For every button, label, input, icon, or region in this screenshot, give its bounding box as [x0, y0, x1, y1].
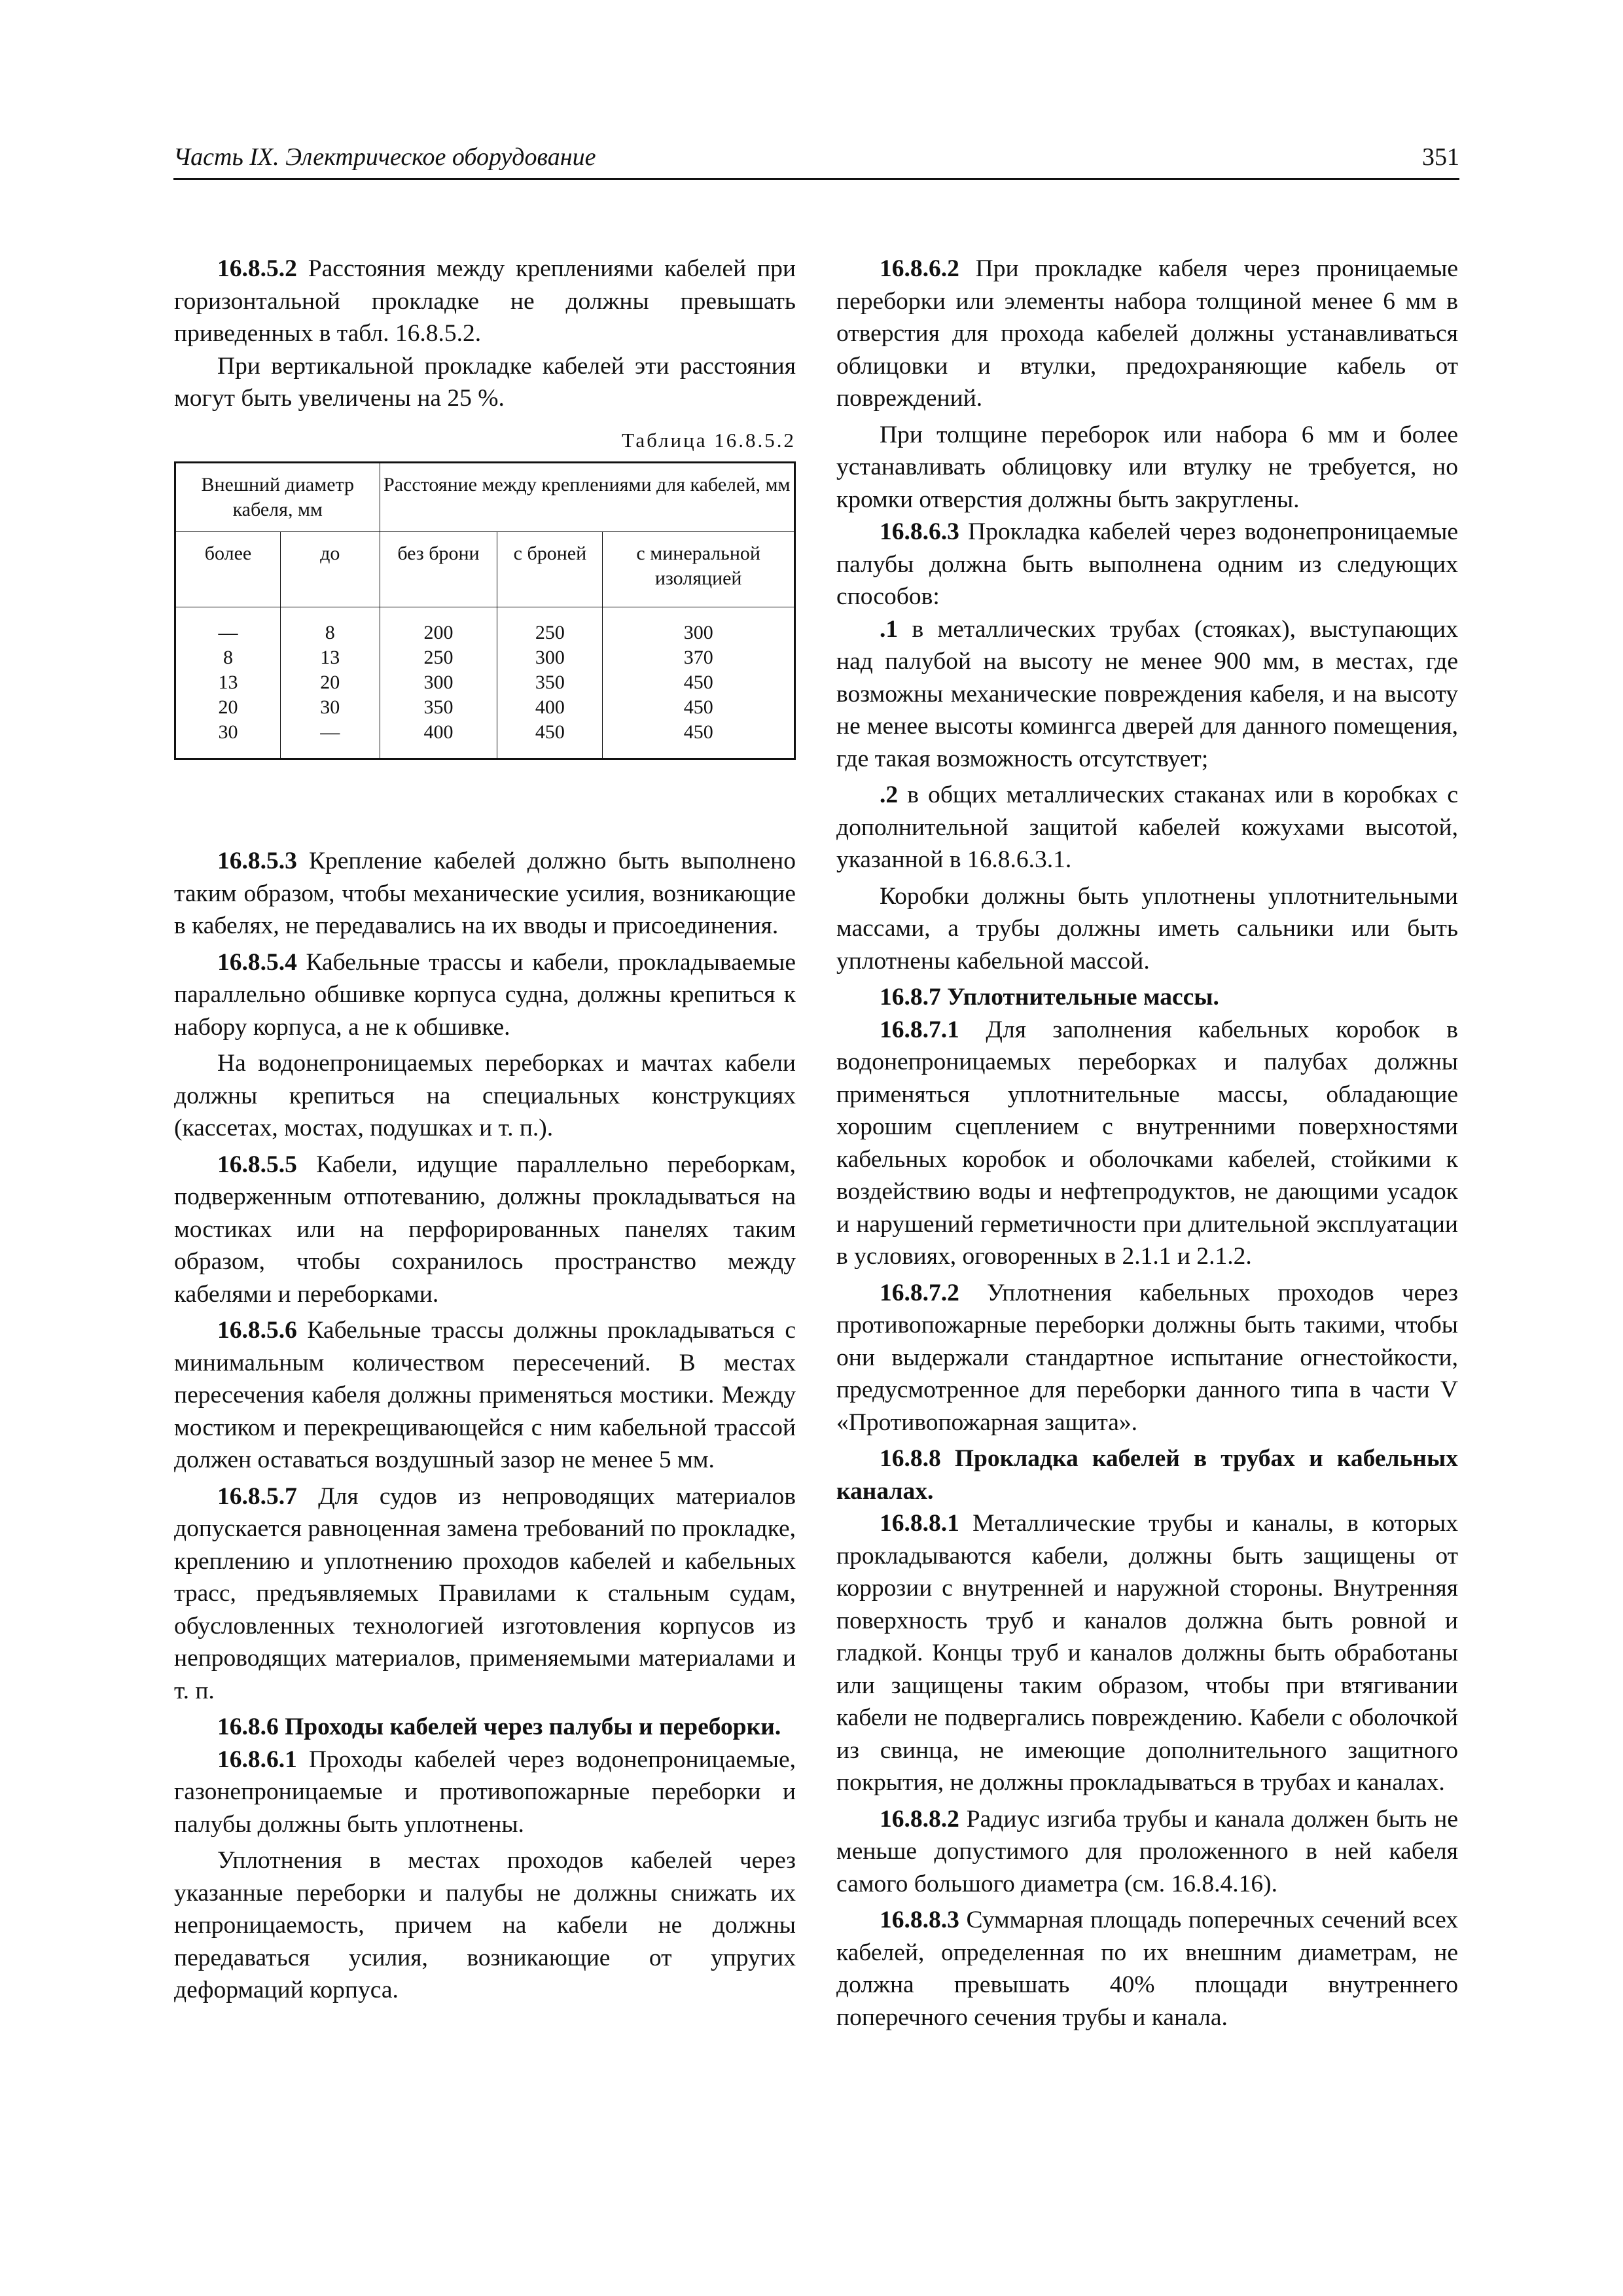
header-mineral: с минеральной изоляцией: [603, 532, 795, 607]
clause-number: 16.8.6.3: [880, 518, 959, 545]
item-number: .2: [880, 781, 899, 808]
header-upto: до: [280, 532, 380, 607]
item-number: .1: [880, 615, 899, 643]
paragraph-seals: Уплотнения в местах проходов кабелей через указанные переборки и палубы не должны снижать их непроницаемость, причем на кабели не должны передаваться усилия, возникающие от упругих деформаций корпуса.: [174, 1847, 796, 2003]
paragraph-16-8-6-1: 16.8.6.1 Проходы кабелей через водонепроницаемые, газонепроницаемые и противопожарные переборки и палубы должны быть уплотнены.: [174, 1746, 796, 1838]
paragraph-16-8-5-3: 16.8.5.3 Крепление кабелей должно быть выполнено таким образом, чтобы механические усилия, возникающие в кабелях, не передавались на их вводы и присоединения.: [174, 848, 796, 939]
section-heading-16-8-6: 16.8.6 Проходы кабелей через палубы и переборки.: [217, 1713, 781, 1740]
table-spacer: [174, 760, 796, 845]
clause-number: 16.8.7.2: [880, 1279, 959, 1306]
clause-number: 16.8.6.1: [217, 1746, 297, 1773]
paragraph-16-8-5-2: 16.8.5.2 Расстояния между креплениями кабелей при горизонтальной прокладке не должны превышать приведенных в табл. 16.8.5.2.: [174, 255, 796, 347]
clause-number: 16.8.5.5: [217, 1151, 297, 1178]
header-unarmored: без брони: [380, 532, 497, 607]
table-row: 13 20 300 350 450: [175, 670, 795, 695]
section-heading-16-8-8: 16.8.8 Прокладка кабелей в трубах и кабельных каналах.: [836, 1445, 1458, 1505]
running-title: Часть IX. Электрическое оборудование: [173, 143, 596, 171]
clause-number: 16.8.5.7: [217, 1482, 297, 1510]
right-column: [836, 253, 1458, 2034]
paragraph-16-8-8-1: 16.8.8.1 Металлические трубы и каналы, в которых прокладываются кабели, должны быть защищены от коррозии с внутренней и наружной стороны. Внутренняя поверхность труб и каналов должна быть ровной и гладкой. Концы труб и каналов должны быть обработаны или защищены таким образом, чтобы при втягивании кабели не подвергались повреждению. Кабели с оболочкой из свинца, не имеющие дополнительного защитного покрытия, не должны прокладываться в трубах и каналах.: [836, 1510, 1458, 1796]
clause-number: 16.8.8.3: [880, 1907, 959, 1933]
clause-number: 16.8.5.2: [217, 255, 297, 282]
paragraph-16-8-8-3: 16.8.8.3 Суммарная площадь поперечных сечений всех кабелей, определенная по их внешним диаметрам, не должна превышать 40% площади внутреннего поперечного сечения трубы и канала.: [836, 1907, 1458, 2031]
header-more: более: [175, 532, 281, 607]
paragraph-16-8-5-6: 16.8.5.6 Кабельные трассы должны прокладываться с минимальным количеством пересечений. В местах пересечения кабеля должны применяться мостики. Между мостиком и перекрещивающейся с ним кабельной трассой должен оставаться воздушный зазор не менее 5 мм.: [174, 1317, 796, 1473]
table-row: 20 30 350 400 450: [175, 695, 795, 720]
paragraph-16-8-5-4: 16.8.5.4 Кабельные трассы и кабели, прокладываемые параллельно обшивке корпуса судна, должны крепиться к набору корпуса, а не к обшивке.: [174, 948, 796, 1041]
table-row: 30 — 400 450 450: [175, 720, 795, 759]
paragraph-vertical-laying: При вертикальной прокладке кабелей эти расстояния могут быть увеличены на 25 %.: [174, 352, 796, 412]
header-distance: Расстояние между креплениями для кабелей, мм: [380, 463, 795, 532]
paragraph-16-8-8-2: 16.8.8.2 Радиус изгиба трубы и канала должен быть не меньше допустимого для проложенного в ней кабеля самого большого диаметра (см. 16.8.4.16).: [836, 1805, 1458, 1897]
clause-number: 16.8.8.2: [880, 1805, 959, 1833]
clause-number: 16.8.5.3: [217, 848, 297, 874]
table-row: — 8 200 250 300: [175, 607, 795, 646]
header-diameter: Внешний диаметр кабеля, мм: [175, 463, 380, 532]
page-number: 351: [1422, 143, 1459, 171]
distance-table: [174, 461, 796, 760]
paragraph-boxes: Коробки должны быть уплотнены уплотнительными массами, а трубы должны иметь сальники или быть уплотнены кабельной массой.: [836, 882, 1458, 975]
paragraph-bulkheads-masts: На водонепроницаемых переборках и мачтах кабели должны крепиться на специальных конструкциях (кассетах, мостах, подушках и т. п.).: [174, 1050, 796, 1141]
list-item-1: .1 в металлических трубах (стояках), выступающих над палубой на высоту не менее 900 мм, в местах, где возможны механические повреждения кабеля, и на высоту не менее высоты комингса дверей для данного помещения, где такая возможность отсутствует;: [836, 615, 1458, 772]
clause-number: 16.8.7.1: [880, 1016, 959, 1043]
list-item-2: .2 в общих металлических стаканах или в коробках с дополнительной защитой кабелей кожухами высотой, указанной в 16.8.6.3.1.: [836, 781, 1458, 873]
paragraph-thickness: При толщине переборок или набора 6 мм и более устанавливать облицовку или втулку не требуется, но кромки отверстия должны быть закруглены.: [836, 421, 1458, 513]
page-header: [173, 143, 1459, 180]
section-heading-16-8-7: 16.8.7 Уплотнительные массы.: [880, 984, 1219, 1011]
table-row: 8 13 250 300 370: [175, 645, 795, 670]
clause-number: 16.8.5.4: [217, 948, 297, 976]
left-column: [174, 253, 796, 2007]
paragraph-16-8-7-1: 16.8.7.1 Для заполнения кабельных коробок в водонепроницаемых переборках и палубах должны применяться уплотнительные массы, обладающие хорошим сцеплением с внутренними поверхностями кабельных коробок и оболочками кабелей, стойкими к воздействию воды и нефтепродуктов, не дающими усадок и нарушений герметичности при длительной эксплуатации в условиях, оговоренных в 2.1.1 и 2.1.2.: [836, 1016, 1458, 1270]
clause-number: 16.8.5.6: [217, 1317, 297, 1344]
table-label: Таблица 16.8.5.2: [622, 428, 796, 452]
paragraph-16-8-6-2: 16.8.6.2 При прокладке кабеля через проницаемые переборки или элементы набора толщиной менее 6 мм в отверстия для прохода кабелей должны устанавливаться облицовки и втулки, предохраняющие кабель от повреждений.: [836, 255, 1458, 412]
paragraph-16-8-5-5: 16.8.5.5 Кабели, идущие параллельно переборкам, подверженным отпотеванию, должны прокладываться на мостиках или на перфорированных панелях таким образом, чтобы сохранилось пространство между кабелями и переборками.: [174, 1151, 796, 1308]
clause-number: 16.8.8.1: [880, 1510, 959, 1537]
header-armored: с броней: [497, 532, 603, 607]
paragraph-16-8-5-7: 16.8.5.7 Для судов из непроводящих материалов допускается равноценная замена требований по прокладке, креплению и уплотнению проходов кабелей и кабельных трасс, предъявляемых Правилами к стальным судам, обусловленных технологией изготовления корпусов из непроводящих материалов, применяемыми материалами и т. п.: [174, 1482, 796, 1704]
paragraph-16-8-6-3: 16.8.6.3 Прокладка кабелей через водонепроницаемые палубы должна быть выполнена одним из следующих способов:: [836, 518, 1458, 610]
clause-number: 16.8.6.2: [880, 255, 959, 282]
paragraph-16-8-7-2: 16.8.7.2 Уплотнения кабельных проходов через противопожарные переборки должны быть такими, чтобы они выдержали стандартное испытание огнестойкости, предусмотренное для переборки данного типа в части V «Противопожарная защита».: [836, 1279, 1458, 1436]
